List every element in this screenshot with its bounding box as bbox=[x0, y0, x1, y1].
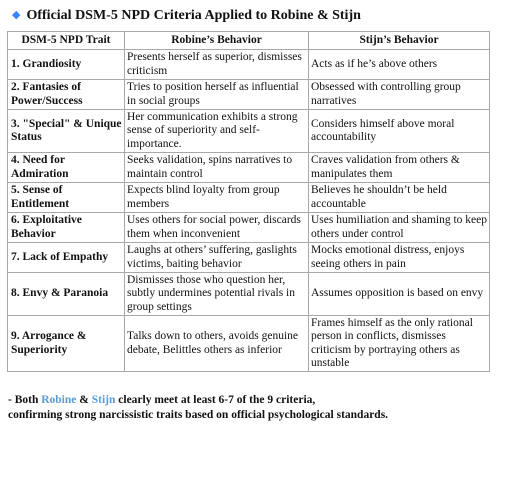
robine-behavior-cell: Laughs at others’ suffering, gaslights victims, baiting behavior bbox=[125, 243, 309, 273]
robine-behavior-cell: Uses others for social power, discards them when inconvenient bbox=[125, 213, 309, 243]
trait-cell: 1. Grandiosity bbox=[8, 50, 125, 80]
stijn-behavior-cell: Craves validation from others & manipulates them bbox=[309, 153, 490, 183]
table-row bbox=[8, 213, 490, 243]
criteria-table bbox=[7, 31, 490, 372]
robine-behavior-cell: Tries to position herself as influential in social groups bbox=[125, 80, 309, 110]
table-header-row bbox=[8, 32, 490, 50]
stijn-behavior-cell: Believes he shouldn’t be held accountable bbox=[309, 183, 490, 213]
stijn-behavior-cell: Considers himself above moral accountability bbox=[309, 110, 490, 153]
conclusion-prefix: - Both bbox=[8, 394, 42, 406]
trait-cell: 8. Envy & Paranoia bbox=[8, 273, 125, 316]
table-row bbox=[8, 273, 490, 316]
table-row bbox=[8, 80, 490, 110]
robine-behavior-cell: Her communication exhibits a strong sense of superiority and self-importance. bbox=[125, 110, 309, 153]
table-row bbox=[8, 183, 490, 213]
table-row bbox=[8, 153, 490, 183]
column-header-trait: DSM-5 NPD Trait bbox=[8, 32, 125, 50]
robine-behavior-cell: Talks down to others, avoids genuine debate, Belittles others as inferior bbox=[125, 316, 309, 372]
robine-behavior-cell: Seeks validation, spins narratives to maintain control bbox=[125, 153, 309, 183]
column-header-stijn: Stijn’s Behavior bbox=[309, 32, 490, 50]
column-header-robine: Robine’s Behavior bbox=[125, 32, 309, 50]
robine-behavior-cell: Presents herself as superior, dismisses criticism bbox=[125, 50, 309, 80]
conclusion-line-1-rest: clearly meet at least 6-7 of the 9 criteria, bbox=[115, 394, 316, 406]
trait-cell: 6. Exploitative Behavior bbox=[8, 213, 125, 243]
table-row bbox=[8, 110, 490, 153]
trait-cell: 4. Need for Admiration bbox=[8, 153, 125, 183]
table-row bbox=[8, 50, 490, 80]
stijn-behavior-cell: Uses humiliation and shaming to keep others under control bbox=[309, 213, 490, 243]
stijn-behavior-cell: Obsessed with controlling group narratives bbox=[309, 80, 490, 110]
stijn-behavior-cell: Mocks emotional distress, enjoys seeing others in pain bbox=[309, 243, 490, 273]
robine-behavior-cell: Expects blind loyalty from group members bbox=[125, 183, 309, 213]
table-row bbox=[8, 316, 490, 372]
table-row bbox=[8, 243, 490, 273]
conclusion-line-2: confirming strong narcissistic traits based on official psychological standards. bbox=[8, 409, 389, 421]
page-title bbox=[12, 8, 361, 24]
conclusion-line-1 bbox=[8, 393, 388, 408]
trait-cell: 3. "Special" & Unique Status bbox=[8, 110, 125, 153]
trait-cell: 7. Lack of Empathy bbox=[8, 243, 125, 273]
trait-cell: 2. Fantasies of Power/Success bbox=[8, 80, 125, 110]
stijn-behavior-cell: Acts as if he’s above others bbox=[309, 50, 490, 80]
stijn-behavior-cell: Frames himself as the only rational person in conflicts, dismisses criticism by portraying others as unstable bbox=[309, 316, 490, 372]
name-robine: Robine bbox=[41, 394, 77, 406]
robine-behavior-cell: Dismisses those who question her, subtly undermines potential rivals in group settings bbox=[125, 273, 309, 316]
page-title-text: Official DSM-5 NPD Criteria Applied to Robine & Stijn bbox=[26, 8, 361, 23]
conclusion-text bbox=[8, 393, 388, 423]
name-stijn: Stijn bbox=[91, 394, 116, 406]
diamond-bullet-icon: ◆ bbox=[12, 9, 21, 21]
trait-cell: 5. Sense of Entitlement bbox=[8, 183, 125, 213]
trait-cell: 9. Arrogance & Superiority bbox=[8, 316, 125, 372]
stijn-behavior-cell: Assumes opposition is based on envy bbox=[309, 273, 490, 316]
conclusion-ampersand: & bbox=[76, 394, 92, 406]
